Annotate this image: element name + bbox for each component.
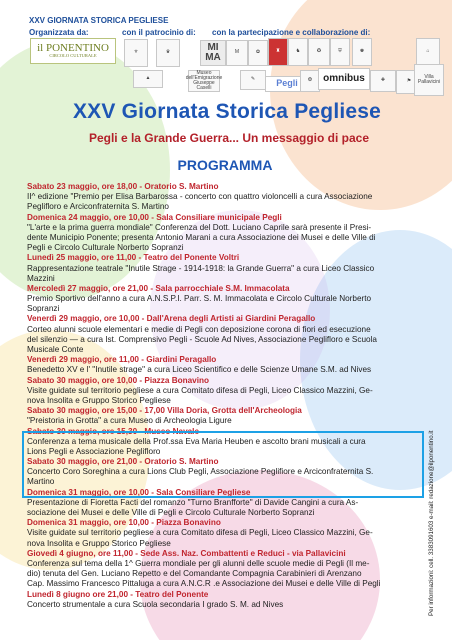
program-event-text: Premio Sportivo dell'anno a cura A.N.S.P.I. Parr. S. M. Immacolata e Circolo Culturale Norberto bbox=[27, 294, 372, 304]
selection-highlight-box bbox=[22, 431, 424, 498]
program-event-date: Domenica 31 maggio, ore 10,00 - Sala Consiliare Pegliese bbox=[27, 487, 251, 497]
ponentino-logo-name: il PONENTINO bbox=[37, 41, 109, 54]
program-event-text: Sopranzi bbox=[27, 304, 60, 314]
program-event-text: nova Insolita e Gruppo Storico Pegliese bbox=[27, 395, 171, 405]
red-crest-icon: ♜ bbox=[268, 38, 288, 66]
program-event-date: Mercoledì 27 maggio, ore 21,00 - Sala parrocchiale S.M. Immacolata bbox=[27, 283, 290, 293]
program-heading: PROGRAMMA bbox=[177, 157, 273, 173]
program-event-text: Concerto strumentale a cura Scuola secondaria I grado S. M. ad Nives bbox=[27, 599, 284, 609]
seal-icon: ✪ bbox=[308, 38, 330, 66]
villa-pallavicini-logo: Villa Pallavicini bbox=[414, 64, 444, 96]
organized-by-label: Organizzata da: bbox=[29, 28, 89, 37]
program-event-text: Conferenza sul tema della 1^ Guerra mondiale per gli alunni delle scuole medie di Pegli (Il me- bbox=[27, 558, 370, 568]
program-event-text: Martino bbox=[27, 477, 55, 487]
program-event-text: Visite guidate sul territorio pegliese a cura Comitato difesa di Pegli, Liceo Classico Mazzini, Ge- bbox=[27, 385, 373, 395]
program-event-date: Sabato 30 maggio, ore 10,00 - Piazza Bonavino bbox=[27, 375, 209, 385]
mima-logo: MI MA bbox=[200, 40, 226, 66]
program-event-text: Musicale Conte bbox=[27, 345, 84, 354]
program-event-text: Conferenza a tema musicale della Prof.ssa Eva Maria Heuben e ascolto brani musicali a cura bbox=[27, 436, 366, 446]
program-event-text: Pegli e Circolo Culturale Norberto Sopranzi bbox=[27, 243, 184, 253]
ponentino-logo bbox=[30, 38, 116, 64]
program-event-text: Corteo alunni scuole elementari e medie di Pegli con deposizione corona di fiori ed esecuzione bbox=[27, 324, 371, 334]
program-event-text: Presentazione di Fioretta Facti del romanzo "Turno Branfforte" di Davide Cangini a cura As- bbox=[27, 497, 359, 507]
patronage-label: con il patrocinio di: bbox=[122, 28, 196, 37]
school-logo-icon: ✎ bbox=[240, 70, 266, 90]
flag-logo-icon: ⚑ bbox=[396, 70, 422, 94]
museum-logo-icon: M bbox=[226, 40, 248, 66]
program-event-date: Sabato 30 maggio, ore 21,00 - Oratorio S. Martino bbox=[27, 457, 219, 467]
flower-logo-icon: ✿ bbox=[248, 40, 268, 66]
contact-info-text: Per informazioni: cell. 3383091603 e-mail: redazione@ilponentino.it bbox=[428, 430, 435, 616]
program-event-text: del silenzio — a cura Ist. Comprensivo Pegli - Scuole Ad Nives, Associazione Peglifloro e Scuola bbox=[27, 334, 377, 344]
program-event-date: Venerdì 29 maggio, ore 10,00 - Dall'Arena degli Artisti ai Giardini Peragallo bbox=[27, 314, 316, 324]
sponsor-logo: ▲ bbox=[133, 70, 163, 88]
program-event-date: Giovedì 4 giugno, ore 11,00 - Sede Ass. Naz. Combattenti e Reduci - via Pallavicini bbox=[27, 548, 346, 558]
program-list bbox=[27, 182, 427, 610]
municipality-crest-icon: ⚜ bbox=[124, 39, 148, 67]
poster-subtitle: Pegli e la Grande Guerra... Un messaggio di pace bbox=[88, 131, 370, 145]
coat-of-arms-icon: ♚ bbox=[352, 38, 372, 66]
program-event-text: Benedetto XV e l' "Inutile strage" a cura Liceo Scientifico e delle Scienze Umane S.M. ad Nives bbox=[27, 365, 372, 375]
program-event-text: nova Insolita e Gruppo Storico Pegliese bbox=[27, 538, 171, 548]
program-event-text: dio) tenuta del Gen. Luciano Repetto e del Comandante Compagnia Carabinieri di Arenzano bbox=[27, 569, 362, 579]
program-event-date: Domenica 24 maggio, ore 10,00 - Sala Consiliare municipale Pegli bbox=[27, 212, 282, 222]
program-event-date: Domenica 31 maggio, ore 10,00 - Piazza Bonavino bbox=[27, 518, 221, 528]
pegli-logo: Pegli bbox=[265, 76, 309, 92]
program-event-text: "L'arte e la prima guerra mondiale" Conferenza del Dott. Luciano Caprile sarà presente il Presi- bbox=[27, 222, 372, 232]
contact-info-vertical bbox=[428, 364, 440, 616]
crest-icon: ♞ bbox=[288, 38, 308, 66]
program-event-date: Sabato 30 maggio, ore 15,00 - 17,00 Villa Doria, Grotta dell'Archeologia bbox=[27, 406, 302, 416]
program-event-text: "Preistoria in Grotta" a cura Museo di Archeologia Ligure bbox=[27, 416, 232, 426]
program-event-text: dente Municipio Ponente; presenta Antonio Marani a cura Associazione dei Musei e delle Ville di bbox=[27, 232, 376, 242]
program-event-date: Lunedì 25 maggio, ore 11,00 - Teatro del Ponente Voltri bbox=[27, 253, 240, 263]
caselli-museum-logo: Museo dell'Emigrazione Giuseppe Caselli bbox=[185, 69, 223, 92]
header-line: XXV GIORNATA STORICA PEGLIESE bbox=[29, 16, 169, 25]
program-event-date: Venerdì 29 maggio, ore 11,00 - Giardini Peragallo bbox=[27, 355, 217, 365]
cross-logo-icon: ✚ bbox=[370, 70, 396, 92]
lion-logo-icon: ❂ bbox=[300, 70, 320, 92]
program-event-date: Sabato 23 maggio, ore 18,00 - Oratorio S. Martino bbox=[27, 182, 219, 191]
program-event-text: Lions Pegli e Associazione Peglifloro bbox=[27, 446, 161, 456]
program-event-text: Peglifloro e Arciconfraternita S. Martino bbox=[27, 202, 169, 212]
villa-crest-icon: ⌂ bbox=[416, 38, 440, 66]
program-event-date: Sabato 30 maggio, ore 15,30 - Museo Navale bbox=[27, 426, 200, 436]
program-event-text: Mazzini bbox=[27, 273, 55, 283]
poster-title: XXV Giornata Storica Pegliese bbox=[72, 100, 382, 123]
program-event-text: Cap. Massimo Francesco Pittaluga a cura A.N.C.R .e Associazione dei Musei e delle Ville di Pegli bbox=[27, 579, 381, 589]
program-event-text: sociazione dei Musei e delle Ville di Pegli e Circolo Culturale Norberto Sopranzi bbox=[27, 508, 315, 517]
omnibus-logo: omnibus bbox=[318, 68, 370, 90]
city-crest-icon: ♛ bbox=[156, 39, 180, 67]
program-event-date: Lunedì 8 giugno ore 21,00 - Teatro del Ponente bbox=[27, 589, 209, 599]
program-event-text: Visite guidate sul territorio pegliese a cura Comitato difesa di Pegli, Liceo Classico Mazzini, Ge- bbox=[27, 528, 373, 538]
program-event-text: II^ edizione "Premio per Elisa Barbarossa - concerto con quattro violoncelli a cura Associazione bbox=[27, 192, 373, 202]
shield-icon: ⛨ bbox=[330, 38, 350, 66]
program-event-text: Rappresentazione teatrale "Inutile Strage - 1914-1918: la Grande Guerra" a cura Liceo Classico bbox=[27, 263, 375, 273]
ponentino-logo-subtitle: CIRCOLO CULTURALE bbox=[49, 53, 97, 59]
program-event-text: Concerto Coro Soreghina a cura Lions Club Pegli, Associazione Peglifiore e Arciconfraternita S. bbox=[27, 467, 374, 477]
collaboration-label: con la partecipazione e collaborazione di: bbox=[212, 28, 371, 37]
